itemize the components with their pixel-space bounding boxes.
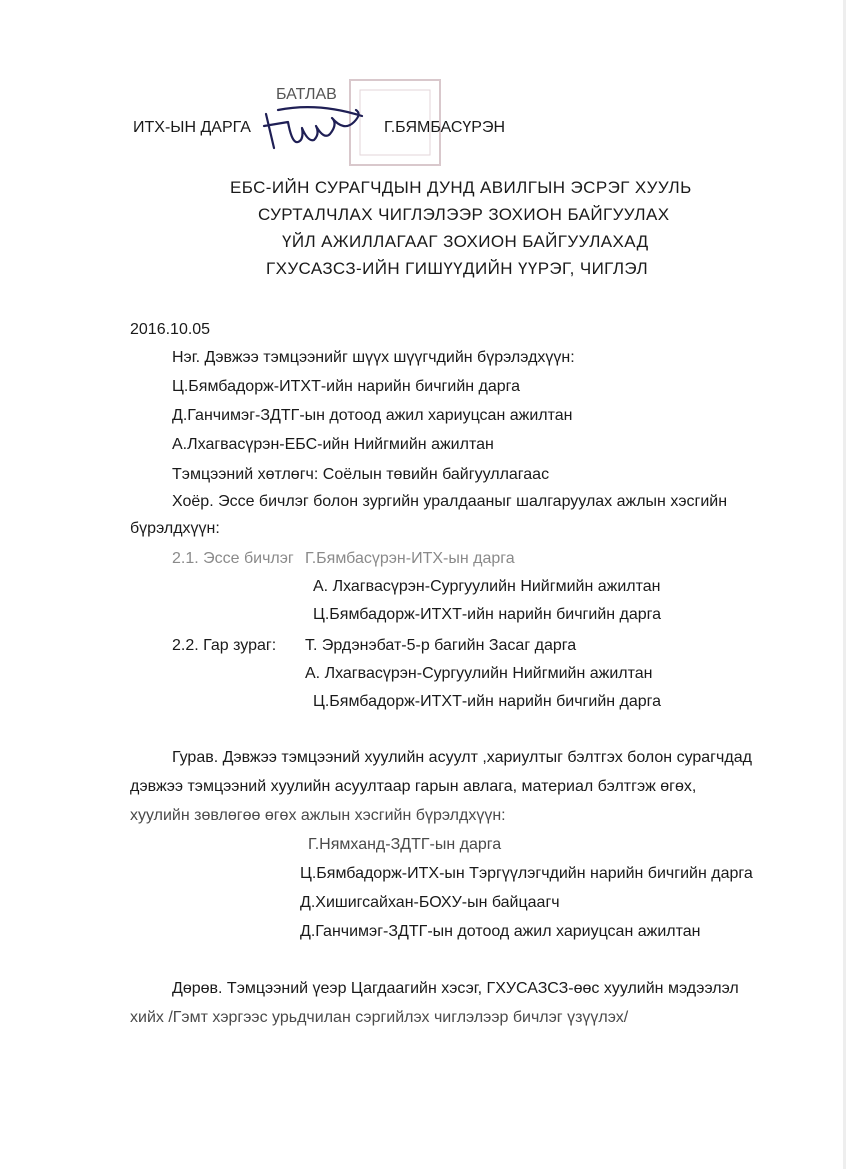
- document-date: 2016.10.05: [130, 321, 211, 338]
- section2-sub1-first: Г.Бямбасүрэн-ИТХ-ын дарга: [305, 550, 515, 567]
- section1-member: Ц.Бямбадорж-ИТХТ-ийн нарийн бичгийн дарга: [172, 378, 521, 395]
- section1-heading: Нэг. Дэвжээ тэмцээнийг шүүх шүүгчдийн бүрэлэдхүүн:: [172, 349, 575, 366]
- scan-edge: [843, 0, 846, 1169]
- position-label: ИТХ-ЫН ДАРГА: [133, 119, 251, 136]
- title-line-3: ҮЙЛ АЖИЛЛАГААГ ЗОХИОН БАЙГУУЛАХАД: [282, 232, 649, 251]
- section2-sub1-member: А. Лхагвасүрэн-Сургуулийн Нийгмийн ажилтан: [313, 578, 661, 595]
- section3-heading-cont: хуулийн зөвлөгөө өгөх ажлын хэсгийн бүрэлдхүүн:: [130, 807, 506, 824]
- section4-heading: Дөрөв. Тэмцээний үеэр Цагдаагийн хэсэг, ГХУСАЗСЗ-өөс хуулийн мэдээлэл: [172, 980, 739, 997]
- section3-member: Ц.Бямбадорж-ИТХ-ын Тэргүүлэгчдийн нарийн бичгийн дарга: [300, 865, 753, 882]
- section3-heading-cont: дэвжээ тэмцээний хуулийн асуултаар гарын авлага, материал бэлтгэж өгөх,: [130, 778, 697, 795]
- section3-member: Д.Хишигсайхан-БОХУ-ын байцаагч: [300, 894, 560, 911]
- section2-heading-cont: бүрэлдхүүн:: [130, 520, 220, 537]
- section4-heading-cont: хийх /Гэмт хэргээс урьдчилан сэргийлэх чиглэлээр бичлэг үзүүлэх/: [130, 1009, 629, 1026]
- title-line-4: ГХУСАЗСЗ-ИЙН ГИШҮҮДИЙН ҮҮРЭГ, ЧИГЛЭЛ: [266, 259, 648, 278]
- section2-sub2-member: А. Лхагвасүрэн-Сургуулийн Нийгмийн ажилтан: [305, 665, 653, 682]
- section2-heading: Хоёр. Эссе бичлэг болон зургийн уралдааныг шалгаруулах ажлын хэсгийн: [172, 493, 728, 510]
- approve-label: БАТЛАВ: [276, 86, 337, 103]
- section3-member: Г.Нямханд-ЗДТГ-ын дарга: [308, 836, 502, 853]
- title-line-2: СУРТАЛЧЛАХ ЧИГЛЭЛЭЭР ЗОХИОН БАЙГУУЛАХ: [258, 205, 670, 224]
- section1-member: А.Лхагвасүрэн-ЕБС-ийн Нийгмийн ажилтан: [172, 436, 494, 453]
- approver-name: Г.БЯМБАСҮРЭН: [384, 119, 506, 136]
- section2-sub2-member: Ц.Бямбадорж-ИТХТ-ийн нарийн бичгийн дарга: [313, 693, 662, 710]
- section1-host: Тэмцээний хөтлөгч: Соёлын төвийн байгууллагаас: [172, 466, 550, 483]
- section2-sub2-first: Т. Эрдэнэбат-5-р багийн Засаг дарга: [305, 637, 577, 654]
- section2-sub1-member: Ц.Бямбадорж-ИТХТ-ийн нарийн бичгийн дарга: [313, 606, 662, 623]
- section3-heading: Гурав. Дэвжээ тэмцээний хуулийн асуулт ,хариултыг бэлтгэх болон сурагчдад: [172, 749, 752, 766]
- signature: [258, 104, 368, 156]
- section2-sub1-label: 2.1. Эссе бичлэг: [172, 550, 294, 567]
- title-line-1: ЕБС-ИЙН СУРАГЧДЫН ДУНД АВИЛГЫН ЭСРЭГ ХУУЛЬ: [230, 178, 692, 197]
- section1-member: Д.Ганчимэг-ЗДТГ-ын дотоод ажил хариуцсан ажилтан: [172, 407, 573, 424]
- section2-sub2-label: 2.2. Гар зураг:: [172, 637, 277, 654]
- section3-member: Д.Ганчимэг-ЗДТГ-ын дотоод ажил хариуцсан ажилтан: [300, 923, 701, 940]
